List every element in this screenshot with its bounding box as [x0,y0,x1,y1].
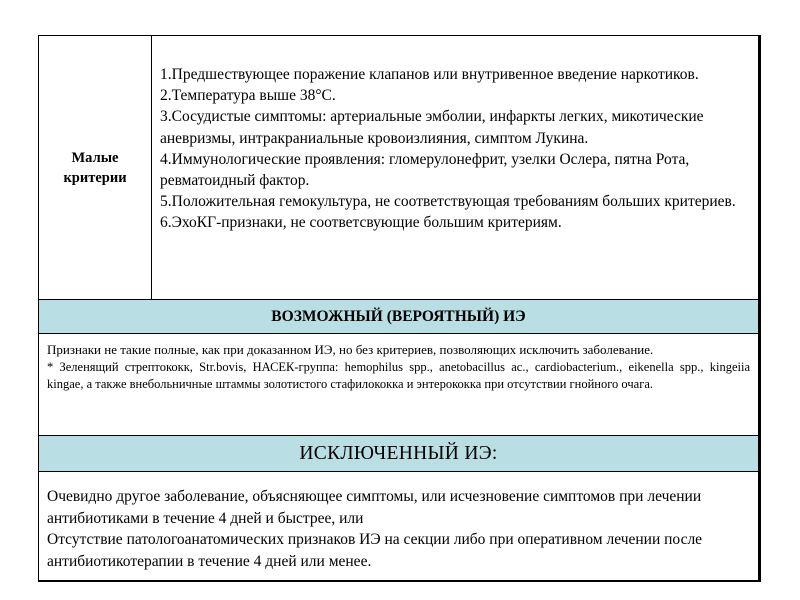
possible-ie-text: Признаки не такие полные, как при доказанном ИЭ, но без критериев, позволяющих исключить заболевание. [47,342,654,357]
possible-ie-body [39,334,758,436]
excluded-ie-body [39,472,758,580]
possible-ie-header-row [39,300,758,334]
excluded-ie-header-row [39,436,758,472]
minor-criteria-label-cell [39,36,152,299]
criterion-item: 5.Положительная гемокультура, не соответствующая требованиям больших критериев. [160,193,736,211]
minor-criteria-label: Малые критерии [63,149,127,186]
possible-ie-footnote: * Зеленящий стрептококк, Str.bovis, НАСЕК-группа: hemophilus spp., anetobacillus ac., cardiobacterium., eikenella spp., kingeiia kingae, а также внебольничные штаммы золотистого стафилококка и энтерококка при отсутствии гнойного очага. [47,359,750,391]
minor-criteria-list [160,64,752,234]
possible-ie-header: ВОЗМОЖНЫЙ (ВЕРОЯТНЫЙ) ИЭ [271,307,526,325]
criterion-item: 3.Сосудистые симптомы: артериальные эмболии, инфаркты легких, микотические аневризмы, интракраниальные кровоизлияния, симптом Лукина. [160,108,704,147]
criterion-item: 2.Температура выше 38°С. [160,87,336,105]
criterion-item: 1.Предшествующее поражение клапанов или внутривенное введение наркотиков. [160,66,699,83]
criterion-item: 6.ЭхоКГ-признаки, не соответсвующие большим критериям. [160,214,562,232]
excluded-ie-header: ИСКЛЮЧЕННЫЙ ИЭ: [299,442,498,464]
criteria-table [38,35,761,582]
excluded-ie-text-2: Отсутствие патологоанатомических признаков ИЭ на секции либо при оперативном лечении после антибиотикотерапии в течение 4 дней или менее. [47,531,703,570]
criterion-item: 4.Иммунологические проявления: гломерулонефрит, узелки Ослера, пятна Рота, ревматоидный фактор. [160,150,690,190]
excluded-ie-text-1: Очевидно другое заболевание, объясняющее симптомы, или исчезновение симптомов при лечении антибиотиками в течение 4 дней и быстрее, или [47,488,702,527]
minor-criteria-row [39,36,758,300]
